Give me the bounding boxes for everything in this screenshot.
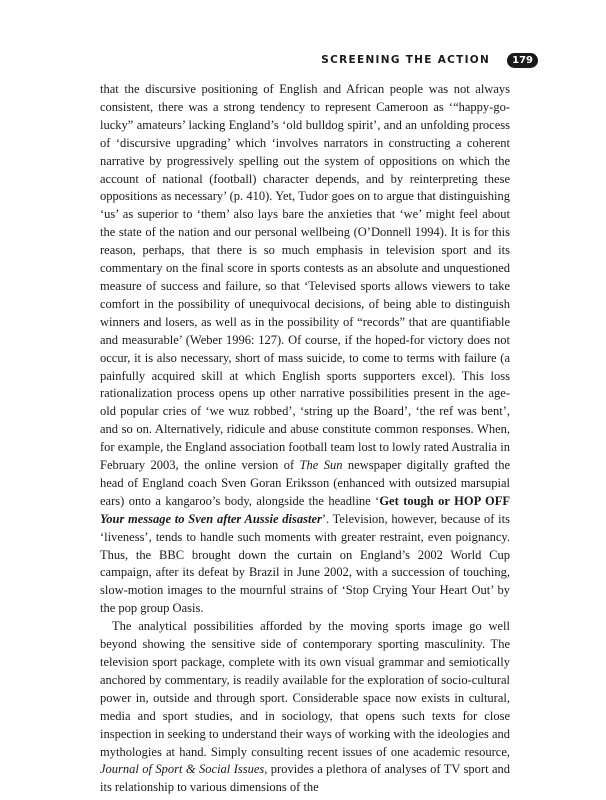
running-head xyxy=(321,48,538,72)
text-segment: ’. Television, however, because of its ‘liveness’, tends to handle such moments with greater restraint, even poignancy. Thus, the BBC brought down the curtain on England’s 2002 World Cup campaign, after its defeat by Brazil in June 2002, with a succession of touching, slow-motion images to the mournful strains of ‘Stop Crying Your Heart Out’ by the pop group Oasis. xyxy=(100,511,510,616)
journal-title: Journal of Sport & Social Issues xyxy=(100,762,265,777)
text-segment: newspaper digitally grafted the head of England coach Sven Goran Eriksson (enhanced with outsized marsupial ears) onto a kangaroo’s body, alongside the headline ‘ xyxy=(100,458,510,508)
headline-bold: Get tough or HOP OFF xyxy=(379,493,510,508)
paragraph-1 xyxy=(100,81,510,618)
paragraph-2 xyxy=(100,618,510,797)
text-segment: that the discursive positioning of English and African people was not always consistent, there was a strong tendency to represent Cameroon as ‘“happy-go-lucky” amateurs’ lacking England’s ‘old bulldog spirit’, and an unfolding process of ‘discursive upgrading’ which ‘involves narrators in constructing a coherent narrative by progressively spelling out the system of oppositions on which the account of national (football) character depends, and by reinterpreting these oppositions as necessary’ (p. 410). Yet, Tudor goes on to argue that distinguishing ‘us’ as superior to ‘them’ also lays bare the anxieties that ‘we’ might feel about the state of the nation and our personal wellbeing (O’Donnell 1994). It is for this reason, perhaps, that there is so much emphasis in television sport and its commentary on the final score in sports contests as an absolute and unquestioned measure of success and failure, so that ‘Televised sports allows viewers to take comfort in the possibility of unequivocal decisions, of being able to distinguish winners and losers, as well as in the possibility of “records” that are quantifiable and measurable’ (Weber 1996: 127). Of course, if the hoped-for victory does not occur, it is also necessary, short of mass suicide, to come to terms with failure (a painfully acquired skill at which English sports supporters excel). This loss rationalization process opens up other narrative possibilities present in the age-old popular cries of ‘we wuz robbed’, ‘string up the Board’, ‘the ref was bent’, and so on. Alternatively, ridicule and abuse constitute common responses. When, for example, the England association football team lost to lowly rated Australia in February 2003, the online version of xyxy=(100,82,510,473)
page-number: 179 xyxy=(507,53,538,68)
body-text xyxy=(100,81,510,797)
newspaper-title: The Sun xyxy=(299,458,343,473)
running-title: SCREENING THE ACTION xyxy=(321,54,491,66)
text-segment: , provides a plethora of analyses of TV sport and its relationship to various dimensions of the xyxy=(100,762,511,795)
headline-bold-italic: Your message to Sven after Aussie disaster xyxy=(100,511,322,526)
text-segment: The analytical possibilities afforded by the moving sports image go well beyond showing the sensitive side of contemporary sporting masculinity. The television sport package, complete with its own visual grammar and semiotically anchored by commentary, is readily available for the exploration of socio-cultural power in, outside and through sport. Considerable space now exists in cultural, media and sport studies, and in sociology, that opens such texts for close inspection in seeking to understand their ways of working with the ideologies and mythologies at hand. Simply consulting recent issues of one academic resource, xyxy=(100,619,510,759)
